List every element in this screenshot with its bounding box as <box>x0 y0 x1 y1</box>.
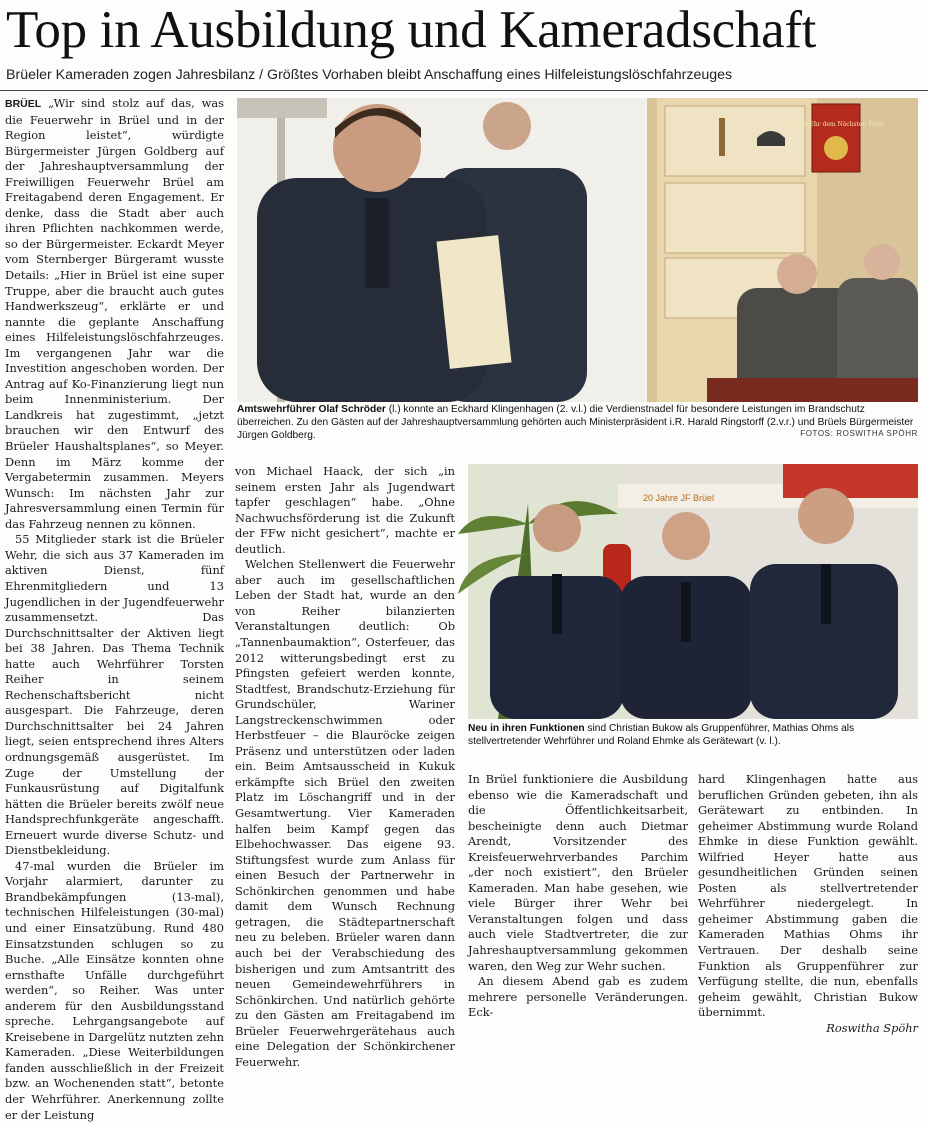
top-rule <box>0 90 928 91</box>
banner-text: Gottes Ehr dem Nächsten Wehr <box>787 121 885 128</box>
caption-lead: Amtswehrführer Olaf Schröder <box>237 404 386 415</box>
paragraph: von Michael Haack, der sich „in seinem ersten Jahr als Jugendwart tapfer geschlagen“ habe. „Ohne Nachwuchsförderung ist die Zukunft der FFw nicht gesichert“, machte er deutlich. <box>235 464 455 556</box>
author-byline: Roswitha Spöhr <box>826 1020 918 1035</box>
paragraph: In Brüel funktioniere die Ausbildung ebenso wie die Kameradschaft und die Öffentlichkeitsarbeit, bescheinigte denn auch Dietmar Arendt, Vorsitzender des Kreisfeuerwehrverbandes Parchim „der noch existiert“, den Brüeler Kameraden. Man habe gesehen, wie viele Bürger ihrer Wehr bei Veranstaltungen folgen und dass auch viele Stadtvertreter, die zur Jahreshauptversammlung gekommen waren, den Weg zur Wehr suchen. <box>468 772 688 973</box>
new-officers-image <box>468 464 918 719</box>
article-column-2 <box>235 464 455 1069</box>
photo-new-officers <box>468 464 918 719</box>
award-ceremony-image <box>237 98 918 402</box>
dateline: BRÜEL <box>5 98 42 110</box>
photo-credit: FOTOS: ROSWITHA SPÖHR <box>800 429 918 438</box>
paragraph: Welchen Stellenwert die Feuerwehr aber auch im gesellschaftlichen Leben der Stadt hat, wurde an den von Reiher bilanzierten Veranstaltungen deutlich: Ob „Tannenbaumaktion“, Osterfeuer, das 2012 witterungsbedingt erst zu Pfingsten gefeiert werden konnte, Stadtfest, Brandschutz-Erziehung für Grundschüler, Wariner Langstreckenschwimmen oder Herbstfeuer – die Blauröcke zeigen Präsenz und unterstützen oder laden ein. Beim Amtsausscheid in Kukuk erkämpfte sich Brüel den zweiten Platz im Löschangriff und in der Gesamtwertung. Vier Kameraden halfen beim Kampf gegen das Elbehochwasser. Das eigene 93. Stiftungsfest wurde zum Anlass für einen Besuch der Partnerwehr in Schönkirchen genommen und habe damit dem Wunsch Rechnung getragen, die Städtepartnerschaft neu zu beleben. Brüeler waren dann auch bei der Verabschiedung des bisherigen und zum Amtsantritt des neuen Gemeindewehrführers in Schönkirchen. Und natürlich gehörte zu den Gästen am Freitagabend im Brüeler Feuerwehrgerätehaus auch eine Delegation der Schönkirchener Feuerwehr. <box>235 557 455 1069</box>
caption-text: (l.) konnte an Eckhard Klingenhagen (2. v.l.) die Verdienstnadel für besondere Leistungen im Brandschutz überreichen. Zu den Gästen auf der Jahreshauptversammlung gehörten auch Ministerpräsident i.R. Harald Ringstorff (2.v.r.) und Brüels Bürgermeister Jürgen Goldberg. <box>237 404 914 441</box>
paragraph: „Wir sind stolz auf das, was die Feuerwehr in Brüel und in der Region leistet“, würdigte Bürgermeister Jürgen Goldberg auf der Jahreshauptversammlung der Freiwilligen Feuerwehr Brüel am Freitagabend deren Engagement. Er denke, dass die Stadt aber auch ihren Pflichten nachkommen werde, so der Bürgermeister. Eckardt Meyer vom Sternberger Bürgeramt wusste Details: „Hier in Brüel ist eine super Truppe, aber die braucht auch gutes Handwerkszeug“, erklärte er und nannte die geplante Anschaffung eines Hilfeleistungslöschfahrzeuges. Im vergangenen Jahr war die Investition angeschoben worden. Der Antrag auf Ko-Finanzierung liegt nun beim Innenministerium. Der Landkreis hat zugestimmt, „jetzt brauchen wir den Entwurf des Brüeler Haushaltsplanes“, so Meyer. Denn im März komme der Vergabetermin zusammen. Meyers Wunsch: Im nächsten Jahr zur Jahresversammlung einen Termin für das Fahrzeug nennen zu können. <box>5 96 224 531</box>
caption-text: sind Christian Bukow als Gruppenführer, Mathias Ohms als stellvertretender Wehrführer und Roland Ehmke als Gerätewart (v. l.). <box>468 723 855 747</box>
photo2-caption <box>468 722 918 748</box>
headline: Top in Ausbildung und Kameradschaft <box>6 1 817 59</box>
subheadline: Brüeler Kameraden zogen Jahresbilanz / Größtes Vorhaben bleibt Anschaffung eines Hilfeleistungslöschfahrzeuges <box>6 67 733 83</box>
article-column-3 <box>468 772 688 1020</box>
article-column-4 <box>698 772 918 1035</box>
caption-lead: Neu in ihren Funktionen <box>468 723 585 734</box>
paragraph: An diesem Abend gab es zudem mehrere personelle Veränderungen. Eck- <box>468 974 688 1020</box>
paragraph: 55 Mitglieder stark ist die Brüeler Wehr, die sich aus 37 Kameraden im aktiven Dienst, fünf Ehrenmitgliedern und 13 Jugendlichen in der Jugendfeuerwehr zusammensetzt. Das Durchschnittsalter der Aktiven liegt bei 38 Jahren. Das Thema Technik hatte auch Wehrführer Torsten Reiher in seinem Rechenschaftsbericht nicht ausgespart. Die Fahrzeuge, deren Durchschnittsalter bei 24 Jahren liegt, seien entsprechend ihres Alters ordnungsgemäß ausgerüstet. Im Zuge der Umstellung der Funkausrüstung auf Digitalfunk hätten die Brüeler bereits zwölf neue Handsprechfunkgeräte angeschafft. Erneuert wurde diverse Schutz- und Dienstbekleidung. <box>5 532 224 858</box>
paragraph: hard Klingenhagen hatte aus beruflichen Gründen gebeten, ihn als Gerätewart zu entbinden. In geheimer Abstimmung wurde Roland Ehmke in diese Funktion gewählt. Wilfried Heyer hatte aus gesundheitlichen Gründen seinen Posten als stellvertretender Wehrführer niedergelegt. In geheimer Abstimmung gaben die Kameraden Mathias Ohms ihr Vertrauen. Der deshalb seine Funktion als Gruppenführer zur Verfügung stellte, die nun, ebenfalls geheim gewählt, Christian Bukow übernimmt. <box>698 772 918 1020</box>
paragraph: 47-mal wurden die Brüeler im Vorjahr alarmiert, darunter zu Brandbekämpfungen (13-mal), technischen Hilfeleistungen (30-mal) und einer Einsatzübung. Rund 480 Einsatzstunden schlugen so zu Buche. „Alle Einsätze konnten ohne ernsthafte Unfälle durchgeführt werden“, so Reiher. Was unter anderem für den Ausbildungsstand spreche. Lehrgangsangebote auf Kreisebene in Dargelütz nutzten zehn Kameraden. „Diese Weiterbildungen fanden ausschließlich in der Freizeit bzw. an Wochenenden statt“, betonte der Wehrführer. Anerkennung zollte er der Leistung <box>5 858 224 1122</box>
article-column-1 <box>5 96 224 1122</box>
wall-sign: 20 Jahre JF Brüel <box>643 493 715 503</box>
photo-award-ceremony <box>237 98 918 402</box>
